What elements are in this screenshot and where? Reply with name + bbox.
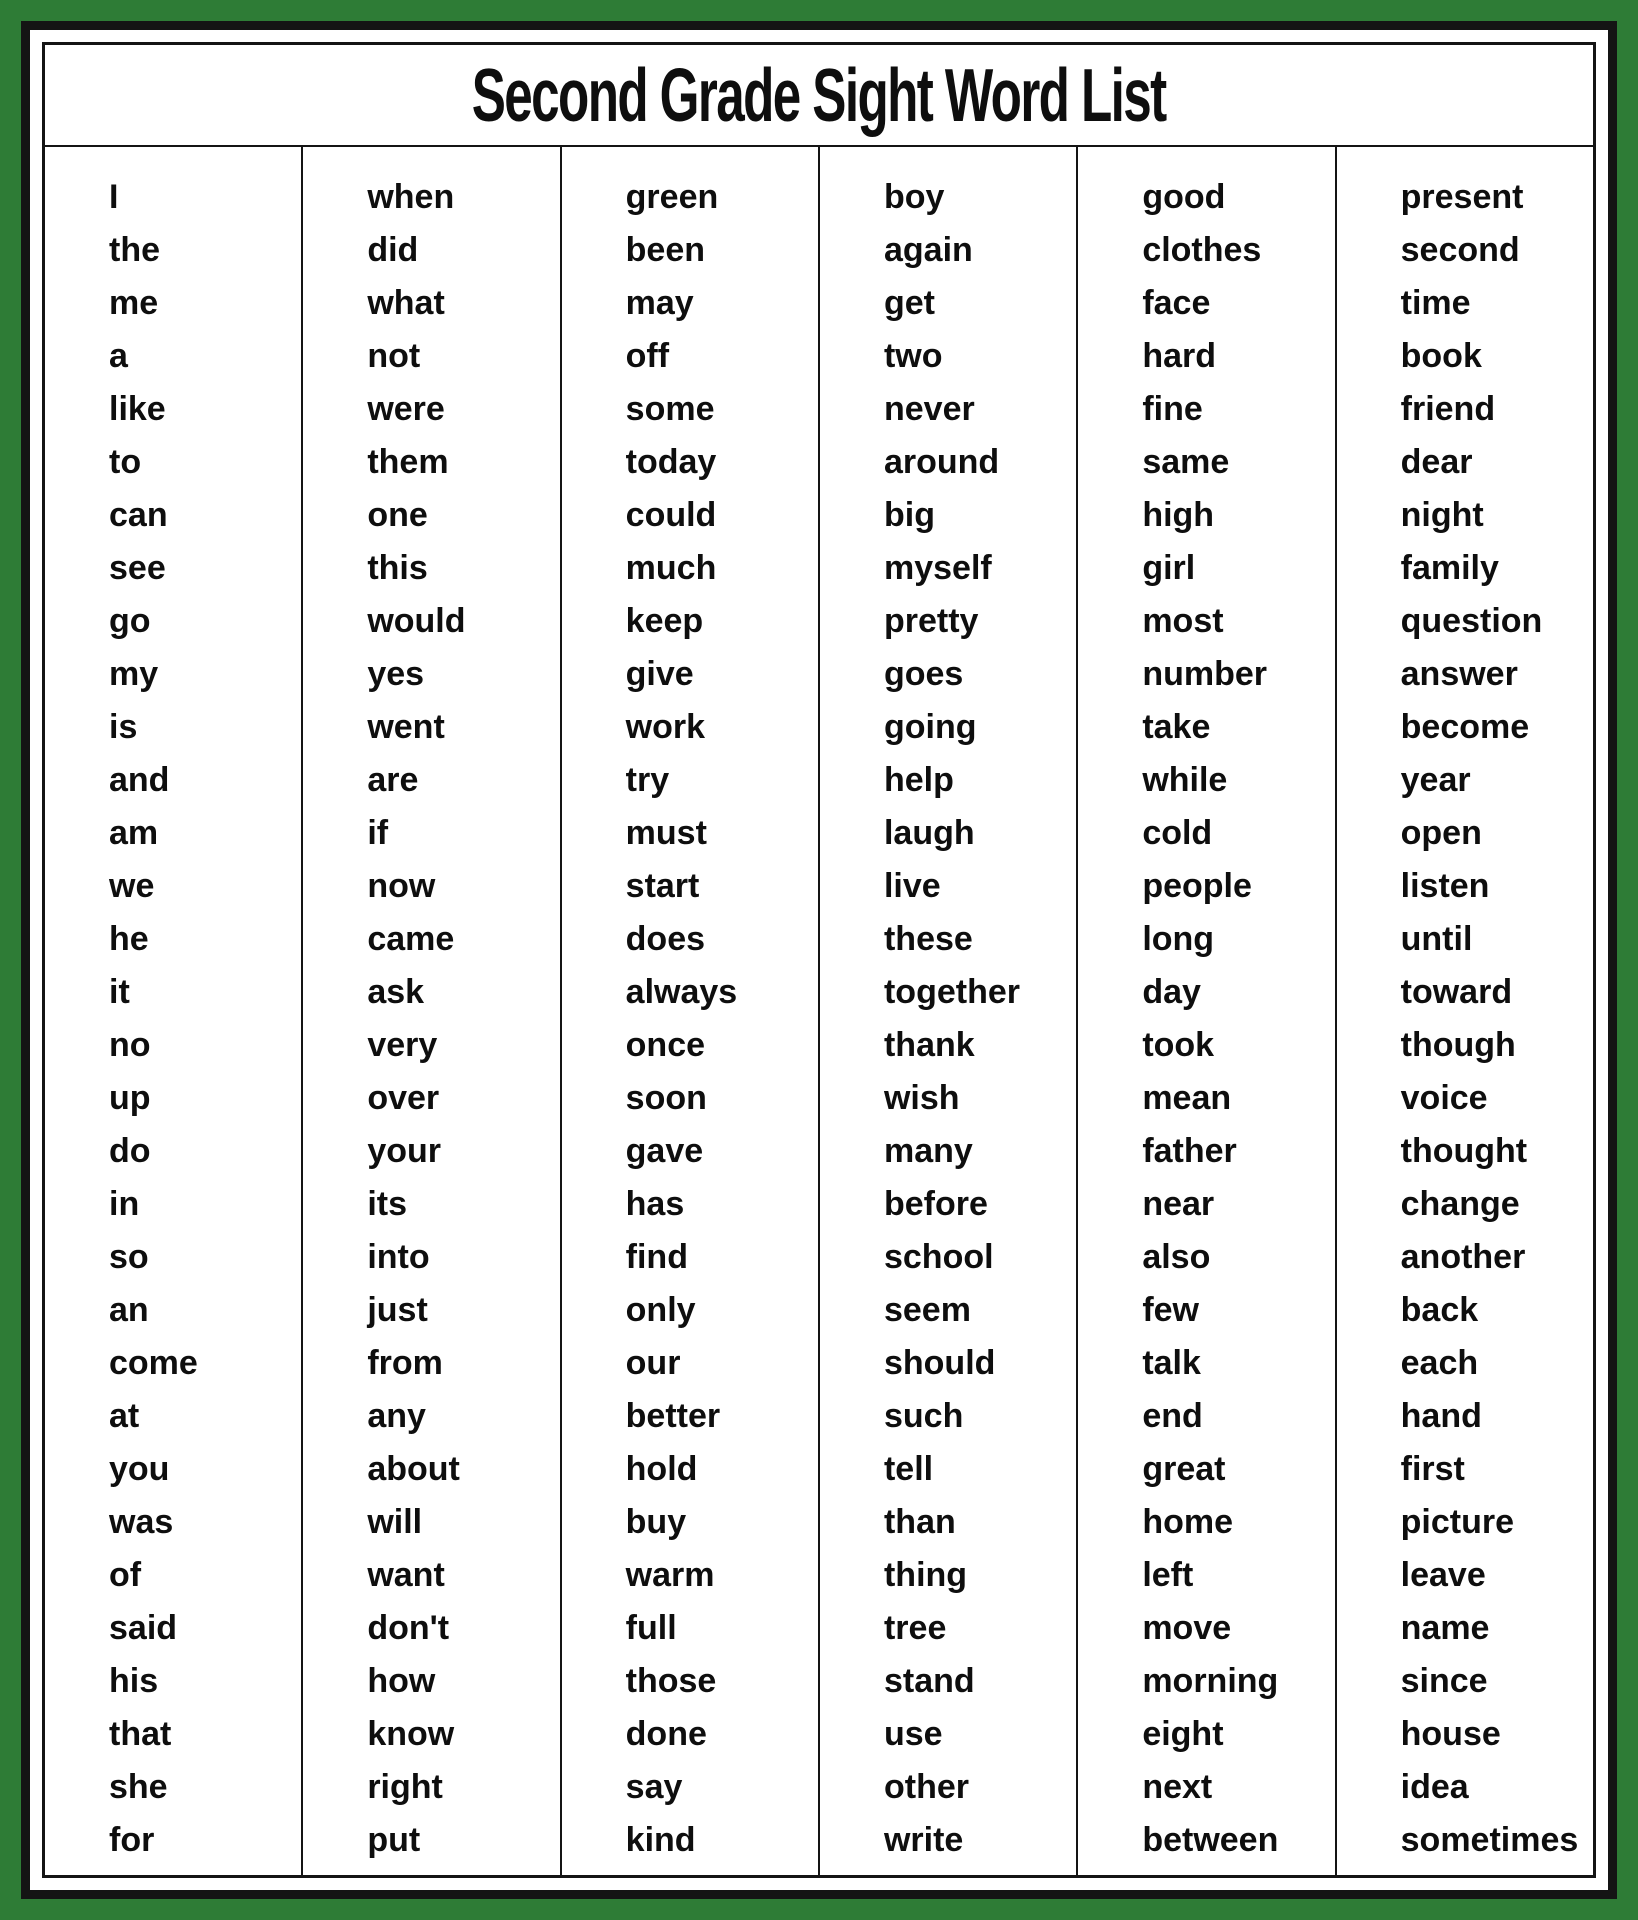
word: going bbox=[883, 708, 977, 746]
word: number bbox=[1142, 655, 1267, 693]
word: I bbox=[109, 178, 119, 216]
word: just bbox=[367, 1291, 428, 1329]
word: what bbox=[367, 284, 445, 322]
word: and bbox=[109, 761, 170, 799]
word-column-1 bbox=[45, 147, 301, 1875]
word: these bbox=[883, 920, 973, 958]
word: is bbox=[109, 708, 138, 746]
word: thank bbox=[883, 1026, 975, 1064]
word: each bbox=[1400, 1344, 1479, 1382]
word: do bbox=[109, 1132, 151, 1170]
word: am bbox=[109, 814, 159, 852]
word: said bbox=[109, 1609, 178, 1647]
word: put bbox=[367, 1821, 421, 1859]
word: year bbox=[1400, 761, 1471, 799]
word: move bbox=[1142, 1609, 1232, 1647]
word: our bbox=[625, 1344, 681, 1382]
word: time bbox=[1400, 284, 1471, 322]
word: near bbox=[1142, 1185, 1215, 1223]
word-column-4 bbox=[818, 147, 1076, 1875]
word: most bbox=[1142, 602, 1224, 640]
word: very bbox=[367, 1026, 438, 1064]
word: so bbox=[109, 1238, 149, 1276]
word: myself bbox=[883, 549, 992, 587]
word: not bbox=[367, 337, 421, 375]
word: become bbox=[1400, 708, 1530, 746]
word: start bbox=[625, 867, 700, 905]
word: change bbox=[1400, 1185, 1520, 1223]
word: one bbox=[367, 496, 428, 534]
word: yes bbox=[367, 655, 425, 693]
word: will bbox=[367, 1503, 423, 1541]
word: question bbox=[1400, 602, 1543, 640]
word: any bbox=[367, 1397, 426, 1435]
word: around bbox=[883, 443, 1000, 481]
word: see bbox=[109, 549, 166, 587]
word: clothes bbox=[1142, 231, 1262, 269]
word: take bbox=[1142, 708, 1211, 746]
word: are bbox=[367, 761, 419, 799]
word: no bbox=[109, 1026, 151, 1064]
word: other bbox=[883, 1768, 969, 1806]
word: work bbox=[625, 708, 706, 746]
word: face bbox=[1142, 284, 1211, 322]
word: long bbox=[1142, 920, 1215, 958]
word: buy bbox=[625, 1503, 687, 1541]
word: right bbox=[367, 1768, 443, 1806]
word: people bbox=[1142, 867, 1252, 905]
word-list-sheet bbox=[42, 42, 1596, 1878]
word-column-3 bbox=[560, 147, 818, 1875]
word: friend bbox=[1400, 390, 1496, 428]
word: about bbox=[367, 1450, 460, 1488]
word: ask bbox=[367, 973, 425, 1011]
word: dear bbox=[1400, 443, 1473, 481]
word: house bbox=[1400, 1715, 1501, 1753]
word: done bbox=[625, 1715, 707, 1753]
word: for bbox=[109, 1821, 155, 1859]
word: it bbox=[109, 973, 130, 1011]
word: could bbox=[625, 496, 717, 534]
word: only bbox=[625, 1291, 696, 1329]
word: want bbox=[367, 1556, 445, 1594]
word: must bbox=[625, 814, 707, 852]
word: we bbox=[109, 867, 155, 905]
word: next bbox=[1142, 1768, 1213, 1806]
page-title: Second Grade Sight Word List bbox=[472, 52, 1166, 138]
word: an bbox=[109, 1291, 149, 1329]
word-column-5 bbox=[1076, 147, 1334, 1875]
green-frame-paper bbox=[21, 21, 1617, 1899]
word: same bbox=[1142, 443, 1230, 481]
word: come bbox=[109, 1344, 198, 1382]
word: live bbox=[883, 867, 941, 905]
word: hand bbox=[1400, 1397, 1482, 1435]
word: leave bbox=[1400, 1556, 1486, 1594]
word: while bbox=[1142, 761, 1228, 799]
word: hard bbox=[1142, 337, 1216, 375]
word: few bbox=[1142, 1291, 1199, 1329]
word: his bbox=[109, 1662, 159, 1700]
word: soon bbox=[625, 1079, 707, 1117]
word: cold bbox=[1142, 814, 1213, 852]
word: your bbox=[367, 1132, 442, 1170]
word: once bbox=[625, 1026, 706, 1064]
word: first bbox=[1400, 1450, 1465, 1488]
word: wish bbox=[883, 1079, 960, 1117]
word: how bbox=[367, 1662, 436, 1700]
word: would bbox=[367, 602, 466, 640]
word: did bbox=[367, 231, 419, 269]
word: than bbox=[883, 1503, 956, 1541]
word: high bbox=[1142, 496, 1215, 534]
word: that bbox=[109, 1715, 172, 1753]
word: over bbox=[367, 1079, 440, 1117]
word: find bbox=[625, 1238, 688, 1276]
word: much bbox=[625, 549, 717, 587]
word: the bbox=[109, 231, 160, 269]
word: of bbox=[109, 1556, 142, 1594]
word: know bbox=[367, 1715, 455, 1753]
word: off bbox=[625, 337, 670, 375]
word: me bbox=[109, 284, 159, 322]
word: another bbox=[1400, 1238, 1526, 1276]
word: try bbox=[625, 761, 670, 799]
word: pretty bbox=[883, 602, 979, 640]
word-column-2 bbox=[301, 147, 559, 1875]
word: kind bbox=[625, 1821, 696, 1859]
word: morning bbox=[1142, 1662, 1279, 1700]
word: big bbox=[883, 496, 935, 534]
word: open bbox=[1400, 814, 1482, 852]
word: were bbox=[367, 390, 445, 428]
word: father bbox=[1142, 1132, 1237, 1170]
word: girl bbox=[1142, 549, 1196, 587]
word: use bbox=[883, 1715, 943, 1753]
word: now bbox=[367, 867, 436, 905]
word: mean bbox=[1142, 1079, 1232, 1117]
word: go bbox=[109, 602, 151, 640]
word: voice bbox=[1400, 1079, 1488, 1117]
word: laugh bbox=[883, 814, 975, 852]
word: left bbox=[1142, 1556, 1194, 1594]
word: listen bbox=[1400, 867, 1490, 905]
word: full bbox=[625, 1609, 677, 1647]
word: eight bbox=[1142, 1715, 1224, 1753]
word: when bbox=[367, 178, 455, 216]
word: don't bbox=[367, 1609, 450, 1647]
word: family bbox=[1400, 549, 1499, 587]
word: thought bbox=[1400, 1132, 1528, 1170]
word: also bbox=[1142, 1238, 1211, 1276]
word: before bbox=[883, 1185, 988, 1223]
word: tree bbox=[883, 1609, 947, 1647]
word: help bbox=[883, 761, 954, 799]
word: fine bbox=[1142, 390, 1203, 428]
word: you bbox=[109, 1450, 170, 1488]
word: good bbox=[1142, 178, 1226, 216]
word: has bbox=[625, 1185, 685, 1223]
word: together bbox=[883, 973, 1020, 1011]
word: those bbox=[625, 1662, 717, 1700]
word: hold bbox=[625, 1450, 698, 1488]
word: such bbox=[883, 1397, 964, 1435]
word: at bbox=[109, 1397, 140, 1435]
word: get bbox=[883, 284, 935, 322]
word: night bbox=[1400, 496, 1484, 534]
word: write bbox=[883, 1821, 964, 1859]
word: can bbox=[109, 496, 168, 534]
word: into bbox=[367, 1238, 430, 1276]
word: always bbox=[625, 973, 738, 1011]
word: my bbox=[109, 655, 159, 693]
word-column-6 bbox=[1335, 147, 1593, 1875]
word: day bbox=[1142, 973, 1201, 1011]
word: talk bbox=[1142, 1344, 1201, 1382]
word: sometimes bbox=[1400, 1821, 1579, 1859]
title-bar bbox=[45, 45, 1593, 147]
word: school bbox=[883, 1238, 994, 1276]
word: goes bbox=[883, 655, 964, 693]
word: home bbox=[1142, 1503, 1233, 1541]
word: toward bbox=[1400, 973, 1513, 1011]
word: picture bbox=[1400, 1503, 1514, 1541]
word: warm bbox=[625, 1556, 715, 1594]
word: like bbox=[109, 390, 166, 428]
word: to bbox=[109, 443, 142, 481]
word: thing bbox=[883, 1556, 968, 1594]
word: answer bbox=[1400, 655, 1518, 693]
word: present bbox=[1400, 178, 1524, 216]
word: two bbox=[883, 337, 943, 375]
word: end bbox=[1142, 1397, 1203, 1435]
word: back bbox=[1400, 1291, 1479, 1329]
word: went bbox=[367, 708, 445, 746]
word: until bbox=[1400, 920, 1473, 958]
word: keep bbox=[625, 602, 704, 640]
word: a bbox=[109, 337, 128, 375]
word-grid bbox=[45, 147, 1593, 1875]
word: book bbox=[1400, 337, 1482, 375]
word: some bbox=[625, 390, 715, 428]
word: idea bbox=[1400, 1768, 1469, 1806]
word: in bbox=[109, 1185, 140, 1223]
word: them bbox=[367, 443, 449, 481]
word: if bbox=[367, 814, 389, 852]
word: again bbox=[883, 231, 973, 269]
word: should bbox=[883, 1344, 996, 1382]
word: since bbox=[1400, 1662, 1488, 1700]
word: she bbox=[109, 1768, 168, 1806]
word: name bbox=[1400, 1609, 1490, 1647]
word: today bbox=[625, 443, 717, 481]
word: came bbox=[367, 920, 455, 958]
word: up bbox=[109, 1079, 151, 1117]
word: give bbox=[625, 655, 694, 693]
word: was bbox=[109, 1503, 174, 1541]
word: been bbox=[625, 231, 706, 269]
word: boy bbox=[883, 178, 945, 216]
word: better bbox=[625, 1397, 721, 1435]
word: took bbox=[1142, 1026, 1215, 1064]
word: this bbox=[367, 549, 428, 587]
word: great bbox=[1142, 1450, 1226, 1488]
word: does bbox=[625, 920, 706, 958]
word: from bbox=[367, 1344, 443, 1382]
word: may bbox=[625, 284, 694, 322]
word: stand bbox=[883, 1662, 975, 1700]
word: though bbox=[1400, 1026, 1516, 1064]
word: its bbox=[367, 1185, 408, 1223]
word: many bbox=[883, 1132, 973, 1170]
word: green bbox=[625, 178, 719, 216]
word: between bbox=[1142, 1821, 1279, 1859]
word: second bbox=[1400, 231, 1520, 269]
word: tell bbox=[883, 1450, 934, 1488]
word: seem bbox=[883, 1291, 971, 1329]
word: gave bbox=[625, 1132, 704, 1170]
word: never bbox=[883, 390, 975, 428]
word: he bbox=[109, 920, 149, 958]
word: say bbox=[625, 1768, 683, 1806]
